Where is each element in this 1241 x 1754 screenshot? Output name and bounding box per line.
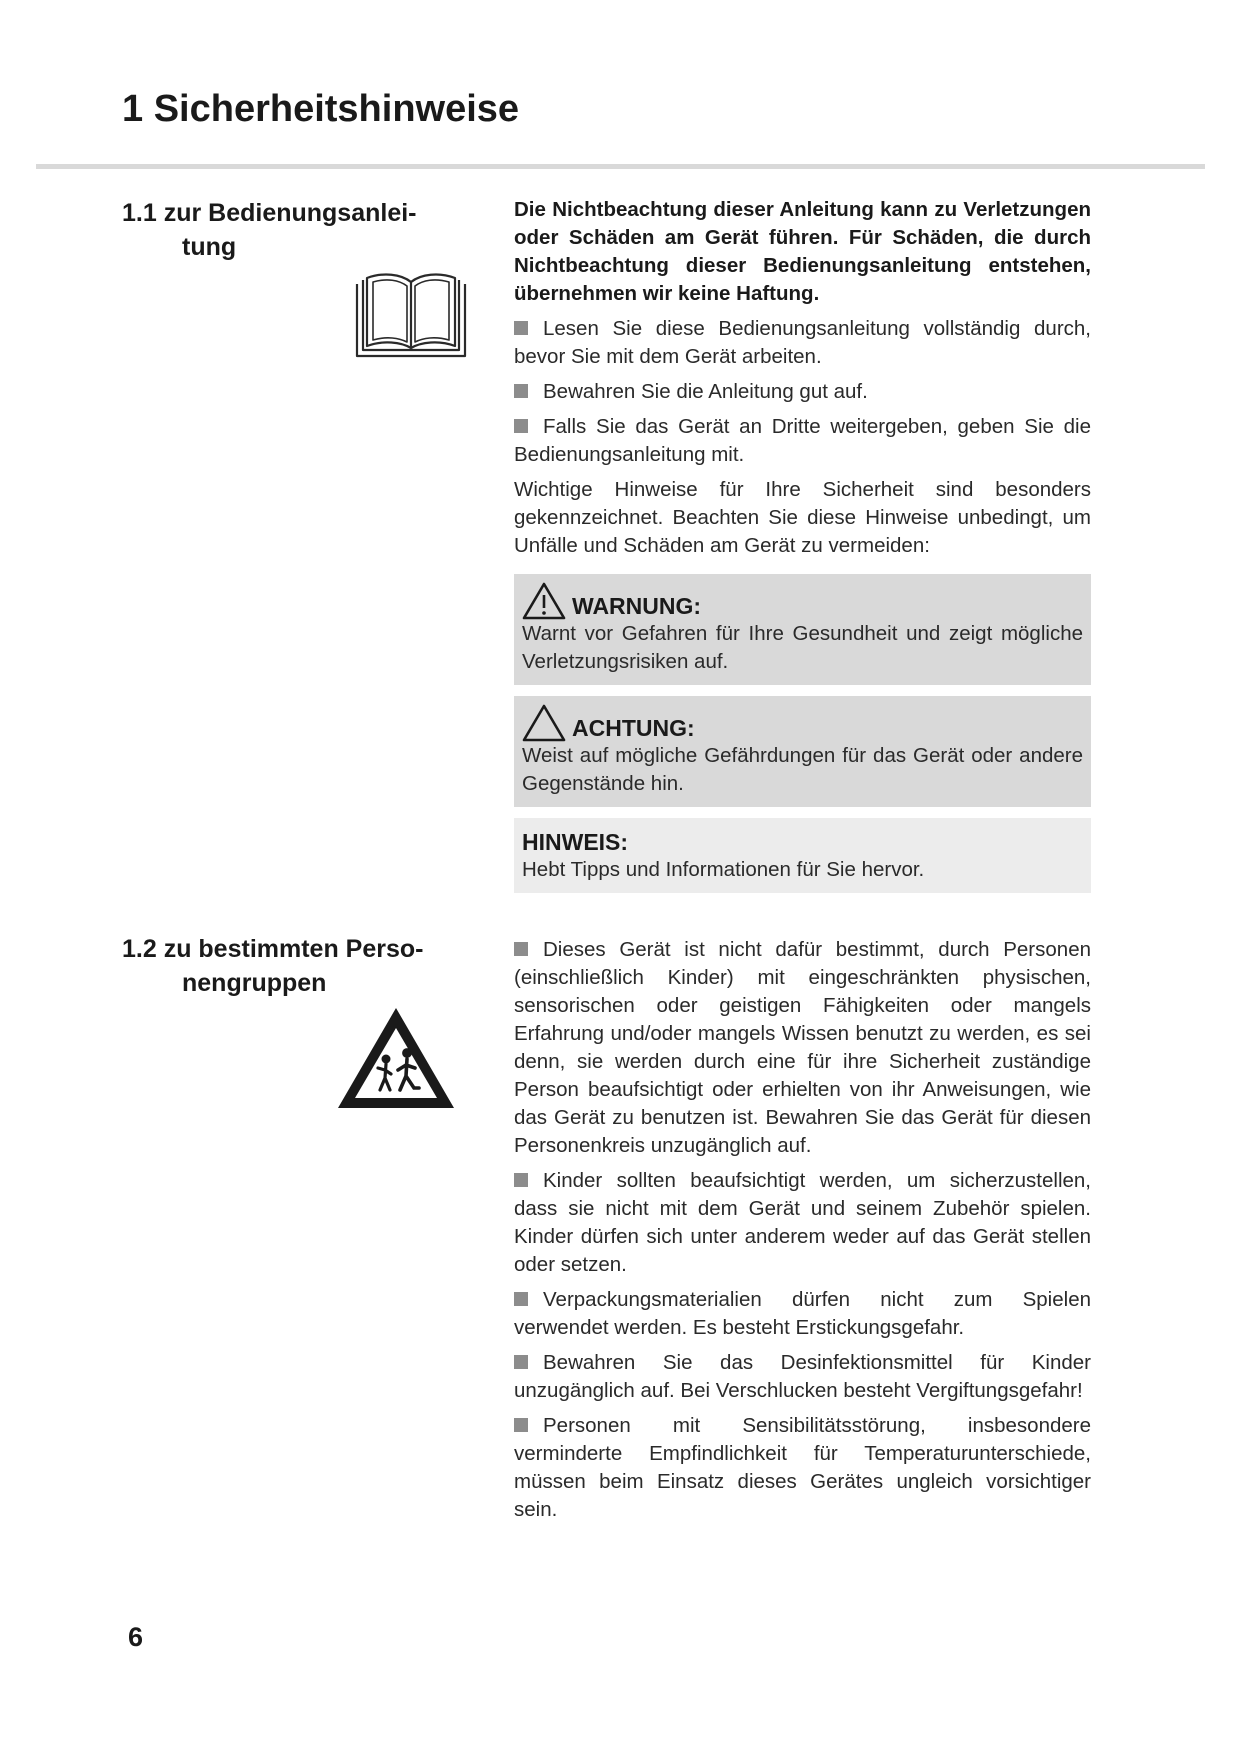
page-number: 6 xyxy=(128,1622,144,1652)
bullet-square-icon xyxy=(514,1173,528,1187)
section-heading-line2: nengruppen xyxy=(182,969,327,997)
list-item: Personen mit Sensibilitätsstörung, insbesondere verminderte Empfindlichkeit für Temperaturunterschiede, müssen beim Einsatz dieses Gerätes ungleich vorsichtiger sein. xyxy=(514,1414,1091,1521)
section-heading-line1: 1.1 zur Bedienungsanlei- xyxy=(122,199,417,227)
bullet-square-icon xyxy=(514,1292,528,1306)
note-text: Hebt Tipps und Informationen für Sie hervor. xyxy=(522,858,925,881)
caution-heading xyxy=(522,706,1083,742)
bullet-square-icon xyxy=(514,1355,528,1369)
warning-triangle-exclamation-icon xyxy=(522,582,566,620)
bullet-square-icon xyxy=(514,942,528,956)
title-divider xyxy=(36,164,1205,169)
children-warning-sign-icon xyxy=(334,1004,458,1112)
warning-text: Warnt vor Gefahren für Ihre Gesundheit und zeigt mögliche Verletzungsrisiken auf. xyxy=(522,622,1083,673)
warning-heading xyxy=(522,584,1083,620)
bullet-square-icon xyxy=(514,321,528,335)
section-heading-line2: tung xyxy=(182,233,237,261)
note-box xyxy=(514,818,1091,893)
bullet-square-icon xyxy=(514,419,528,433)
section-heading-personengruppen xyxy=(122,932,452,1000)
safety-notice-paragraph: Wichtige Hinweise für Ihre Sicherheit sind besonders gekennzeichnet. Beachten Sie diese Hinweise unbedingt, um Unfälle und Schäden am Gerät zu vermeiden: xyxy=(514,478,1091,557)
section-heading-line1: 1.2 zu bestimmten Perso- xyxy=(122,935,424,963)
note-heading xyxy=(522,828,1083,856)
list-item: Verpackungsmaterialien dürfen nicht zum Spielen verwendet werden. Es besteht Erstickungsgefahr. xyxy=(514,1288,1091,1339)
section-1-content xyxy=(514,196,1091,904)
caution-text: Weist auf mögliche Gefährdungen für das Gerät oder andere Gegenstände hin. xyxy=(522,744,1083,795)
section-2-content xyxy=(514,936,1091,1531)
warning-title: WARNUNG: xyxy=(572,593,702,619)
list-item: Lesen Sie diese Bedienungsanleitung vollständig durch, bevor Sie mit dem Gerät arbeiten. xyxy=(514,317,1091,368)
list-item: Bewahren Sie das Desinfektionsmittel für Kinder unzugänglich auf. Bei Verschlucken besteht Vergiftungsgefahr! xyxy=(514,1351,1091,1402)
intro-warning-text: Die Nichtbeachtung dieser Anleitung kann zu Verletzungen oder Schäden am Gerät führen. Für Schäden, die durch Nichtbeachtung dieser Bedienungsanleitung entstehen, übernehmen wir keine Haftung. xyxy=(514,198,1091,305)
open-book-icon xyxy=(355,270,467,360)
bullet-square-icon xyxy=(514,1418,528,1432)
caution-triangle-icon xyxy=(522,704,566,742)
section-heading-bedienungsanleitung xyxy=(122,196,452,264)
list-item: Kinder sollten beaufsichtigt werden, um sicherzustellen, dass sie nicht mit dem Gerät und seinem Zubehör spielen. Kinder dürfen sich unter anderem weder auf das Gerät stellen oder setzen. xyxy=(514,1169,1091,1276)
bullet-square-icon xyxy=(514,384,528,398)
note-title: HINWEIS: xyxy=(522,829,629,855)
warning-box xyxy=(514,574,1091,685)
page-title: 1 Sicherheitshinweise xyxy=(122,88,520,130)
list-item: Falls Sie das Gerät an Dritte weitergeben, geben Sie die Bedienungsanleitung mit. xyxy=(514,415,1091,466)
caution-box xyxy=(514,696,1091,807)
caution-title: ACHTUNG: xyxy=(572,715,695,741)
list-item: Bewahren Sie die Anleitung gut auf. xyxy=(514,378,1091,406)
list-item: Dieses Gerät ist nicht dafür bestimmt, durch Personen (einschließlich Kinder) mit eingeschränkten physischen, sensorischen oder geistigen Fähigkeiten oder mangels Erfahrung und/oder mangels Wissen benutzt zu werden, es sei denn, sie werden durch eine für ihre Sicherheit zuständige Person beaufsichtigt oder erhielten von ihr Anweisungen, wie das Gerät zu benutzen ist. Bewahren Sie das Gerät für diesen Personenkreis unzugänglich auf. xyxy=(514,938,1091,1157)
